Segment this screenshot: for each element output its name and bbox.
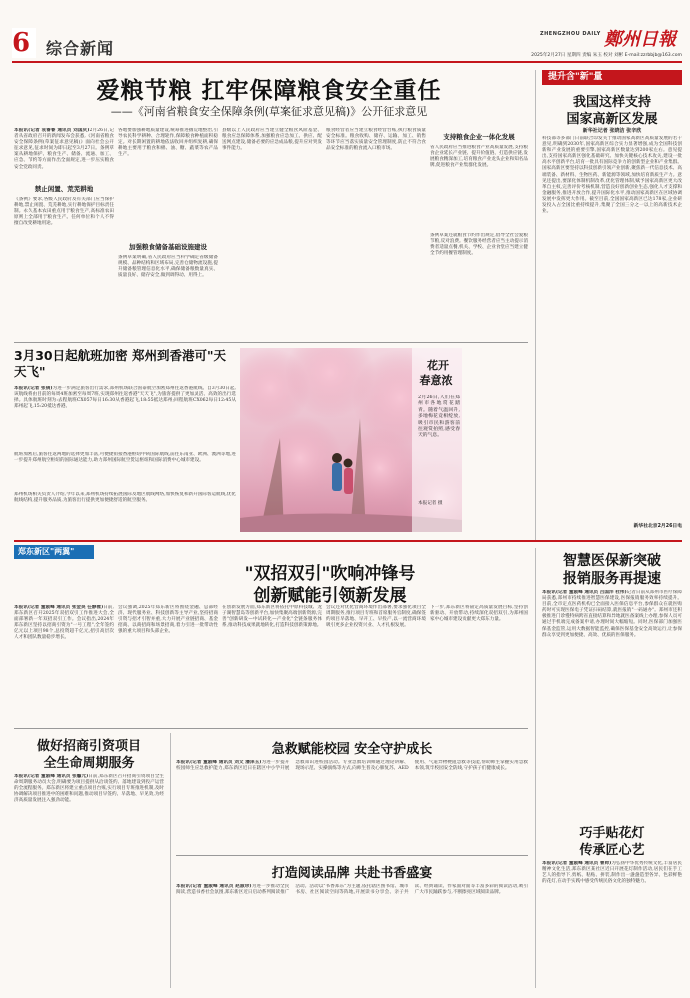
zhengdong-col3-text: 在创新发展方面,郑东新区将依托中原科技城、龙子湖智慧岛等创新平台,加快集聚高端创新资源,完善"创新研发—中试转化—产业化"全链条服务体系,推动科技成果就地转化,打造科技创新策源地。 — [222, 605, 322, 629]
lead-col1-text: 2月26日,记者从省政府召开的新闻发布会获悉,《河南省粮食安全保障条例(草案征求意见稿)》面向社会公开征求意见,征求时间为即日起至3月27日。条例草案从耕地保护、粮食生产、储备、流通、加工、应急、节约等方面作出全面规定,进一步压实粮食安全党政同责。 — [14, 128, 114, 170]
craft-body — [542, 861, 682, 986]
zhengdong-col-1 — [14, 605, 114, 723]
flight-body-2: 航班加密后,旅客往返两地的选择更加丰富,可便捷衔接香港枢纽中转国际航线,前往东南亚、欧洲、澳洲等地,进一步提升郑州航空枢纽的国际通达能力,助力郑州国际航空货运枢纽和国际消费中心城市建设。 — [14, 452, 236, 464]
zhengdong-col2-text: 会议强调,2025年郑东新区将围绕金融、总部经济、现代服务业、科技创新等主导产业,坚持招商引资与招才引智并重,大力开展产业链招商、基金招商、以商招商和场景招商,着力引进一批带动性强的重大项目和头部企业。 — [118, 605, 218, 635]
medical-body — [542, 590, 682, 820]
lead-col-4 — [326, 128, 426, 338]
medical-body-text: 记者日前从郑州市医疗保障局获悉,郑州市持续推进智慧医保建设,医保报销服务效率持续提升。目前,全市定点医药机构已全面接入医保信息平台,参保群众在就医购药时可实现医保电子凭证扫码结算,就医报销"一码通办"。郑州市还积极推进门诊慢特病跨省直接结算和异地就医备案线上办理,参保人员可通过手机端完成备案申请,办理时间大幅缩短。同时,医保部门加强医保基金监管,运用大数据智能监控,确保医保基金安全高效运行,让参保群众享受到更加便捷、高效、优质的医保服务。 — [542, 590, 682, 638]
craft-byline: 本报讯(记者 董淑峰 通讯员 曹帅) — [542, 861, 612, 866]
lead-byline: 本报讯(记者 袁睿睿 通讯员 刘国庆) — [14, 128, 90, 133]
lead-subheading-2: 加强粮食储备基础设施建设 — [129, 243, 207, 251]
lead-col-5 — [430, 128, 528, 338]
flight-byline: 本报讯(记者 张倩) — [14, 386, 53, 391]
photo-title-2: 春意浓 — [419, 374, 453, 387]
campus-body-text: 为进一步提升校园师生应急救护能力,郑东新区近日在辖区中小学开展急救知识进校园活动。专业急救培训师通过理论讲解、现场示范、实操演练等方式,向师生普及心肺复苏、AED使用、气道异物梗阻急救等技能,帮助师生掌握实用急救本领,筑牢校园安全防线,守护孩子们健康成长。 — [176, 760, 528, 772]
zhengdong-tag: 郑东新区"两翼" — [14, 545, 94, 559]
craft-body-text: 为弘扬中华优秀传统文化,丰富居民精神文化生活,郑东新区某社区近日开展花灯制作活动,居民们在手工艺人的指导下,剪纸、粘贴、拼装,制作出一盏盏造型各异、色彩鲜艳的花灯,在动手实践中感受传统民俗文化的独特魅力。 — [542, 861, 682, 885]
lower-rule-1 — [14, 728, 528, 729]
medical-headline-2: 报销服务再提速 — [563, 571, 661, 587]
invest-divider — [170, 733, 171, 988]
lead-subhead: ——《河南省粮食安全保障条例(草案征求意见稿)》公开征求意见 — [110, 105, 428, 118]
lead-col4-text: 粮食经营者应当建立粮食经营台账,执行粮食质量安全标准。粮食收购、储存、运输、加工、销售等环节应当落实质量安全管理制度,防止不符合食品安全标准的粮食流入口粮市场。 — [326, 128, 426, 152]
lead-col-2 — [118, 128, 218, 338]
flight-headline: 3月30日起航班加密 郑州到香港可"天天飞" — [14, 348, 226, 379]
masthead-rule — [12, 61, 682, 63]
flight-body-3: 郑州机场相关负责人介绍,今年以来,郑州机场持续拓展国际及地区航线网络,加快恢复和新开国际客运航线,优化航线结构,提升服务品质,为旅客出行提供更加便捷舒适的航空服务。 — [14, 492, 236, 504]
photo-credit: 本报记者 摄 — [418, 501, 443, 506]
zhengdong-col5-text: 下一步,郑东新区将锚定高质量发展目标,坚持创新驱动、开放带动,持续深化双招双引,为郑州国家中心城市建设贡献更大郑东力量。 — [430, 605, 528, 623]
paper-logo: 鄭州日報 — [604, 29, 676, 50]
lead-col5b-text: 条例草案还就粮食节约作出规定,倡导全社会爱粮节粮,反对浪费。餐饮服务经营者应当主动提示消费者适量点餐,机关、学校、企业食堂应当建立健全节约用餐管理制度。 — [430, 233, 528, 257]
lead-col-1 — [14, 128, 114, 338]
date-line: 2025年2月27日 星期四 责编 朱玉 校对 刘彬 E-mail:zzrbbjb@163.com — [531, 53, 682, 58]
lead-col2b-text: 条例草案明确,省人民政府应当科学确定省级储备规模、品种结构和区域布局,完善仓储物流设施,提升储备粮管理信息化水平,确保储备粮数量真实、质量良好、储存安全,做到调得动、用得上。 — [118, 255, 218, 279]
section-title: 综合新闻 — [46, 39, 115, 58]
page-number: 6 — [12, 28, 36, 58]
photo-caption: 2月26日,人们在郑州市各地赏花踏青。随着气温回升,多地梅花竞相绽放,吸引市民和游客前往观赏拍照,感受春天的气息。 — [418, 395, 460, 439]
right-divider — [535, 70, 536, 540]
craft-headline-1: 巧手贴花灯 — [579, 826, 645, 841]
campus-byline: 本报讯(记者 董淑峰 通讯员 刘文 潘泽玉) — [176, 760, 262, 765]
lead-subheading-1: 禁止闲置、荒芜耕地 — [34, 185, 94, 193]
zhengdong-headline-2: 创新赋能引领新发展 — [253, 586, 407, 606]
reading-byline: 本报讯(记者 董淑峰 通讯员 赵淑珍) — [176, 884, 252, 889]
reading-body — [176, 884, 528, 984]
photo-title-1: 花开 — [427, 359, 449, 372]
lead-col2-text: 各地要加强耕地质量建设,统筹推进撂荒地整治,引导农民科学耕种、合理轮作,保障粮食种植面积稳定。对长期闲置的耕地依法收回并组织复耕,确保耕地主要用于粮食和棉、油、糖、蔬菜等农产品生产。 — [118, 128, 218, 158]
invest-body — [14, 774, 164, 984]
zhengdong-headline-1: "双招双引"吹响冲锋号 — [244, 564, 416, 584]
invest-headline-2: 全生命周期服务 — [43, 756, 135, 771]
side-body: 科技部等多部门日前联合印发关于推动国家高新区高质量发展的若干意见,明确到2030年,国家高新区综合实力显著增强,成为全国科技创新和产业发展的重要引擎,国家高新区数量达到200家左右。意见提出,支持国家高新区强化基础研究、加快关键核心技术攻关,建设一批高水平创新平台,培育一批具有国际竞争力的创新型企业和产业集群。国家高新区要坚持以科技创新引领产业创新,聚焦新一代信息技术、高端装备、新材料、生物医药、新能源等领域,加快培育新质生产力。意见还提出,要深化体制机制改革,优化管理体制,赋予国家高新区更大改革自主权,完善评价考核机制,营造良好创新创业生态,强化人才支撑和金融服务,推进开放合作,提升国际化水平,推动国家高新区在区域协调发展中发挥更大作用。截至目前,全国国家高新区已达178家,企业研发投入占全国比重持续提升,集聚了全国三分之一以上的高新技术企业。 — [542, 136, 682, 215]
lead-col3-text: 县级以上人民政府应当建立健全粮食风险基金、粮食应急保障体系,加强粮食应急加工、供应、配送网点建设,储备必要的应急成品粮,提升应对突发事件能力。 — [222, 128, 322, 152]
side-kicker: 提升含"新"量 — [542, 70, 682, 85]
invest-body-text: 日前,郑东新区召开招商引资项目全生命周期服务动员大会,明确要为项目提供从洽谈签约、落地建设到投产运营的全流程服务。郑东新区将建立重点项目台账,实行项目专班推进机制,及时协调解决项目推进中的困难和问题,推动项目早签约、早落地、早见效,为经济高质量发展注入强劲动能。 — [14, 774, 164, 804]
side-end: 新华社北京2月26日电 — [633, 524, 682, 529]
lead-col5-text: 省人民政府应当推进粮食产业高质量发展,支持粮食企业延长产业链、提升价值链、打造供应链,发展粮食精深加工,培育粮食产业龙头企业和知名品牌,促进粮食产业集群化发展。 — [430, 145, 528, 169]
zhengdong-col4-text: 会议还对优化营商环境作出部署,要求强化项目全周期服务,推行项目专班和首席服务官制度,确保签约项目早落地、早开工、早投产,以一流营商环境吸引更多企业投资兴业、人才扎根发展。 — [326, 605, 426, 629]
reading-headline: 打造阅读品牌 共赴书香盛宴 — [271, 866, 433, 881]
reading-body-text: 为进一步推动全民阅读,营造书香社会氛围,郑东新区近日启动系列阅读推广活动。活动以"书香郑东"为主题,依托辖区图书馆、城市书房、社区阅读空间等阵地,开展读书分享会、亲子共读、经典诵读、作家面对面等丰富多彩的阅读活动,吸引广大市民踊跃参与,不断擦亮区域阅读品牌。 — [176, 884, 528, 896]
lead-bottom-rule — [14, 342, 528, 343]
side-byline: 新华社记者 张晓洁 张辛欣 — [582, 128, 642, 134]
middle-rule — [14, 540, 682, 542]
medical-headline-1: 智慧医保新突破 — [563, 553, 661, 569]
lead-subheading-4: 支持粮食企业一体化发展 — [443, 133, 515, 141]
invest-headline-1: 做好招商引资项目 — [36, 739, 141, 754]
medical-byline: 本报讯(记者 董淑峰 通讯员 吕国洋 杜伟) — [542, 590, 627, 595]
lead-col1b-text: 《条例》要求,各级人民政府及有关部门应当保护耕地,禁止闲置、荒芜耕地,实行耕地保护目标责任制。永久基本农田重点用于粮食生产,高标准农田原则上全部用于粮食生产。任何单位和个人不得擅自改变耕地用途。 — [14, 197, 114, 227]
right-divider-lower — [535, 548, 536, 988]
lead-headline: 爱粮节粮 扛牢保障粮食安全重任 — [96, 78, 442, 104]
zhengdong-byline: 本报讯(记者 董淑峰 通讯员 张金昊 任静雅) — [14, 605, 104, 610]
flight-body-1-text: 为进一步满足旅客出行需求,郑州机场联合国泰航空加密郑州往返香港航线。自3月30日起,该航线将由目前的每周4班加密至每周7班,实现郑州往返香港"天天飞",为旅客提供了更加灵活、高效的出行选择。具体航班时刻为:去程航班CX057每日16:30从香港起飞,18:55抵达郑州;回程航班CX062每日12:45从郑州起飞,15:20抵达香港。 — [14, 386, 236, 410]
campus-body — [176, 760, 528, 850]
lower-rule-2 — [176, 855, 528, 856]
paper-name-en: ZHENGZHOU DAILY — [540, 31, 601, 37]
invest-byline: 本报讯(记者 董淑峰 通讯员 张馨元) — [14, 774, 89, 779]
campus-headline: 急救赋能校园 安全守护成长 — [271, 742, 433, 757]
craft-headline-2: 传承匠心艺 — [579, 843, 645, 858]
side-headline-1: 我国这样支持 — [572, 95, 651, 110]
side-headline-2: 国家高新区发展 — [566, 112, 658, 127]
flight-body-1 — [14, 386, 236, 448]
zhengdong-col1-text: 日前,郑东新区召开2025年双招双引工作推进大会,全面部署新一年双招双引工作。会议指出,2024年郑东新区坚持以招商引资为"一号工程",全年签约亿元以上项目98个,总投资超千亿元,招引高层次人才和团队数量稳步增长。 — [14, 605, 114, 641]
